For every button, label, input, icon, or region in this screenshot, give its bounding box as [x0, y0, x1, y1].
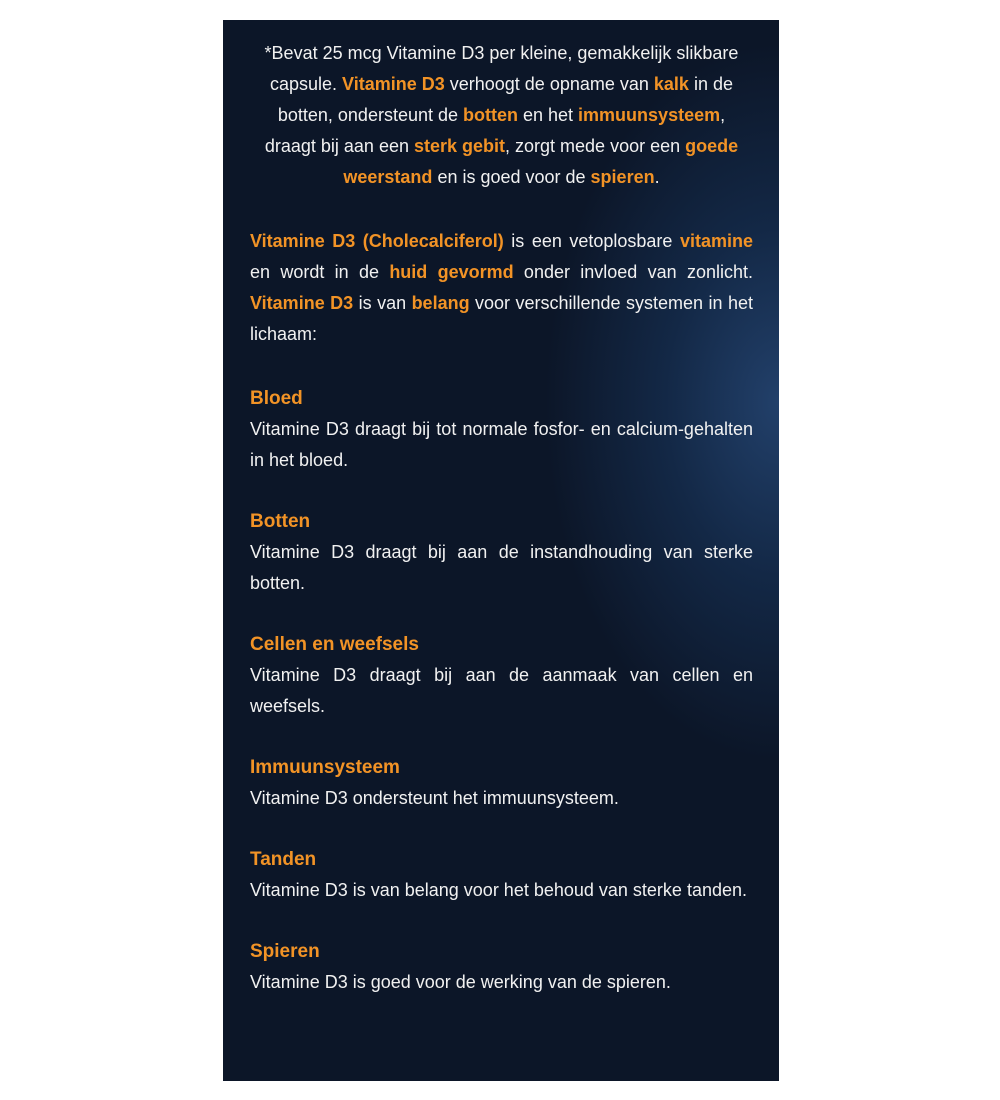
section-body: Vitamine D3 draagt bij aan de instandhouding van sterke botten.: [250, 542, 753, 593]
intro-highlight: spieren: [590, 167, 655, 187]
section-body: Vitamine D3 is goed voor de werking van de spieren.: [250, 972, 671, 992]
intro-text-part: verhoogt de opname van: [444, 74, 654, 94]
section-cells-tissues: [250, 629, 753, 722]
section-body: Vitamine D3 draagt bij aan de aanmaak van cellen en weefsels.: [250, 665, 753, 716]
description-paragraph: [250, 226, 753, 350]
section-heading: Bloed: [250, 388, 303, 409]
section-body: Vitamine D3 ondersteunt het immuunsysteem.: [250, 788, 619, 808]
intro-text-part: , zorgt mede voor een: [505, 136, 686, 156]
section-heading: Cellen en weefsels: [250, 634, 419, 655]
section-heading: Spieren: [250, 941, 320, 962]
section-muscles: [250, 936, 753, 998]
section-blood: [250, 383, 753, 476]
paragraph-highlight: Vitamine D3 (Cholecalciferol): [250, 231, 504, 251]
paragraph-highlight: vitamine: [679, 231, 753, 251]
section-heading: Immuunsysteem: [250, 757, 400, 778]
intro-text-part: .: [654, 167, 660, 187]
paragraph-highlight: belang: [411, 293, 470, 313]
intro-highlight: Vitamine D3: [342, 74, 445, 94]
intro-text-part: , draagt bij aan een: [264, 105, 726, 156]
section-heading: Tanden: [250, 849, 317, 870]
paragraph-text-part: en wordt in de: [250, 262, 390, 282]
intro-text: [250, 38, 753, 193]
section-heading: Botten: [250, 511, 311, 532]
intro-text-part: *Bevat 25 mcg Vitamine D3 per kleine, gemakkelijk slikbare capsule.: [264, 43, 739, 94]
intro-text-part: en is goed voor de: [432, 167, 591, 187]
intro-text-part: in de botten, ondersteunt de: [277, 74, 733, 125]
intro-text-part: en het: [518, 105, 579, 125]
section-body: Vitamine D3 draagt bij tot normale fosfor- en calcium-gehalten in het bloed.: [250, 419, 753, 470]
intro-highlight: kalk: [653, 74, 689, 94]
paragraph-highlight: huid gevormd: [389, 262, 514, 282]
intro-highlight: immuunsysteem: [578, 105, 721, 125]
product-info-panel: [223, 20, 779, 1081]
section-teeth: [250, 844, 753, 906]
paragraph-text-part: is van: [353, 293, 412, 313]
section-body: Vitamine D3 is van belang voor het behoud van sterke tanden.: [250, 880, 747, 900]
section-immune-system: [250, 752, 753, 814]
paragraph-highlight: Vitamine D3: [250, 293, 354, 313]
intro-highlight: sterk gebit: [413, 136, 506, 156]
intro-highlight: botten: [463, 105, 518, 125]
paragraph-text-part: onder invloed van zonlicht.: [513, 262, 753, 282]
intro-highlight: goede weerstand: [343, 136, 739, 187]
section-bones: [250, 506, 753, 599]
paragraph-text-part: is een vetoplosbare: [503, 231, 680, 251]
paragraph-text-part: voor verschillende systemen in het lichaam:: [250, 293, 753, 344]
